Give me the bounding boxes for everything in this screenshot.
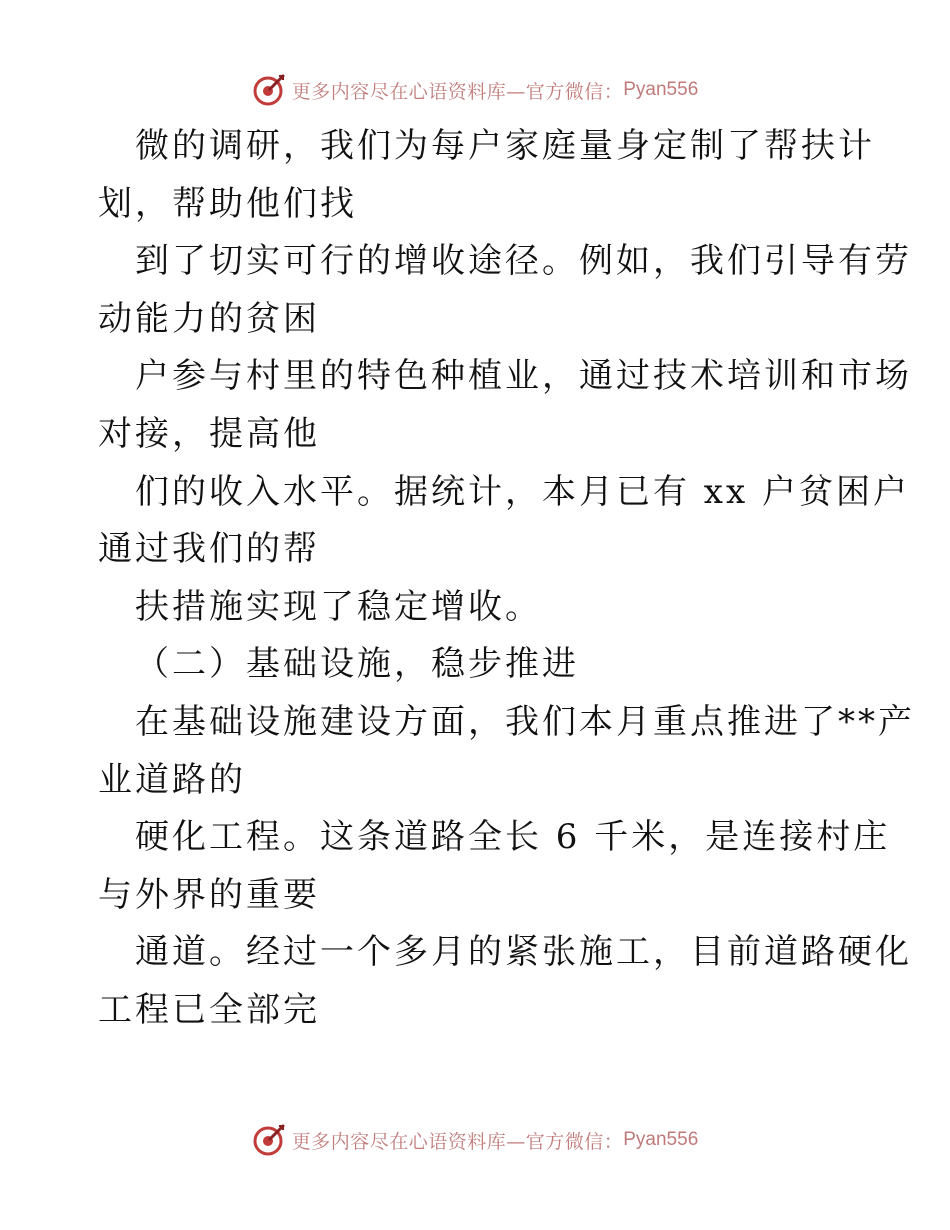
text-line: 们的收入水平。据统计，本月已有 xx 户贫困户 <box>135 471 910 512</box>
section-heading: （二）基础设施，稳步推进 <box>135 644 579 685</box>
footer-watermark <box>0 1120 950 1160</box>
text-line: 扶措施实现了稳定增收。 <box>135 586 542 627</box>
text-line: 动能力的贫困 <box>98 298 320 339</box>
text-line: 划，帮助他们找 <box>98 183 357 224</box>
header-watermark-id: Pyan556 <box>623 79 699 100</box>
footer-watermark-id: Pyan556 <box>623 1129 699 1150</box>
text-line: 对接，提高他 <box>98 413 320 454</box>
text-line: 与外界的重要 <box>98 874 320 915</box>
text-line: 户参与村里的特色种植业，通过技术培训和市场 <box>135 356 912 397</box>
text-line: 到了切实可行的增收途径。例如，我们引导有劳 <box>135 241 912 282</box>
footer-watermark-text: 更多内容尽在心语资料库—官方微信： <box>291 1130 624 1153</box>
text-line: 业道路的 <box>98 759 246 800</box>
logo-icon <box>252 1123 286 1157</box>
logo-icon <box>252 73 286 107</box>
text-line: 通道。经过一个多月的紧张施工，目前道路硬化 <box>135 932 912 973</box>
text-line: 工程已全部完 <box>98 989 320 1030</box>
text-line: 微的调研，我们为每户家庭量身定制了帮扶计 <box>135 126 875 166</box>
text-line: 通过我们的帮 <box>98 529 320 570</box>
document-body <box>98 118 915 1040</box>
header-watermark <box>0 70 950 110</box>
text-line: 硬化工程。这条道路全长 6 千米，是连接村庄 <box>135 817 891 858</box>
text-line: 在基础设施建设方面，我们本月重点推进了**产 <box>135 701 915 742</box>
header-watermark-text: 更多内容尽在心语资料库—官方微信： <box>291 80 624 103</box>
